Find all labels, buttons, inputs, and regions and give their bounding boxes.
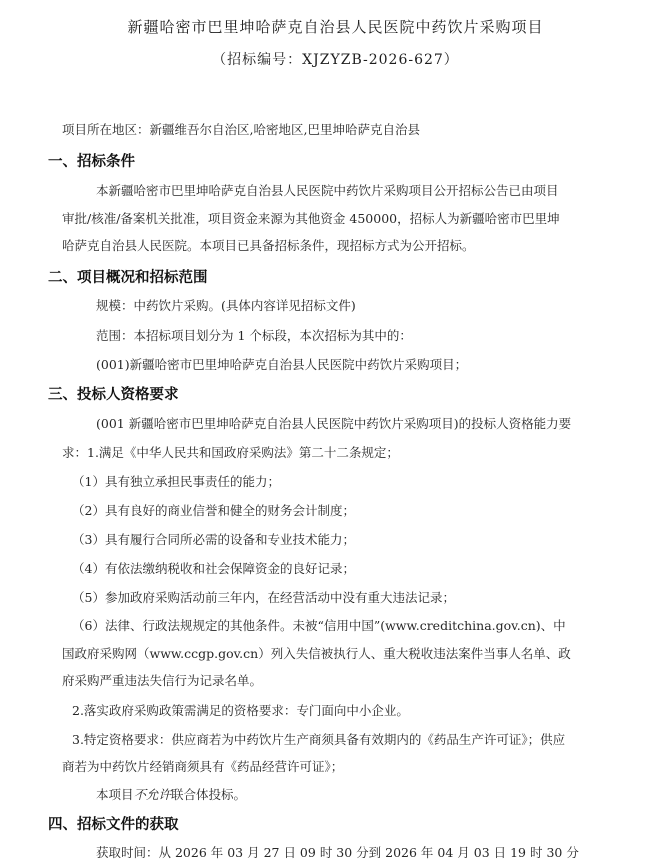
s3-item-6-line-3: 府采购严重违法失信行为记录名单。	[62, 673, 263, 688]
s2-scope: 范围：本招标项目划分为 1 个标段，本次招标为其中的：	[96, 328, 412, 343]
s2-lot: (001)新疆哈密市巴里坤哈萨克自治县人民医院中药饮片采购项目；	[96, 357, 468, 372]
s3-item-2: （2）具有良好的商业信誉和健全的财务会计制度；	[72, 503, 355, 518]
joint-prefix: 本项目	[96, 787, 134, 802]
project-region: 项目所在地区：新疆维吾尔自治区,哈密地区,巴里坤哈萨克自治县	[62, 122, 420, 137]
s3-policy-requirement: 2.落实政府采购政策需满足的资格要求：专门面向中小企业。	[72, 703, 409, 718]
doc-title: 新疆哈密市巴里坤哈萨克自治县人民医院中药饮片采购项目	[127, 18, 544, 36]
s2-scale: 规模：中药饮片采购。(具体内容详见招标文件)	[96, 298, 356, 313]
section-1-heading: 一、招标条件	[48, 154, 135, 170]
s1-paragraph-line-3: 哈萨克自治县人民医院。本项目已具备招标条件，现招标方式为公开招标。	[62, 238, 475, 253]
s3-joint-bid-note	[96, 785, 246, 803]
section-2-heading: 二、项目概况和招标范围	[48, 270, 208, 286]
s3-special-requirement-line-1: 3.特定资格要求：供应商若为中药饮片生产商须具备有效期内的《药品生产许可证》；供应	[72, 732, 566, 747]
s3-item-4: （4）有依法缴纳税收和社会保障资金的良好记录；	[72, 561, 355, 576]
s3-item-3: （3）具有履行合同所必需的设备和专业技术能力；	[72, 532, 355, 547]
s1-paragraph-line-2: 审批/核准/备案机关批准，项目资金来源为其他资金 450000，招标人为新疆哈密市巴里坤	[62, 211, 560, 226]
section-3-heading: 三、投标人资格要求	[48, 387, 179, 403]
joint-suffix: 联合体投标。	[171, 787, 247, 802]
s3-item-6-line-1: （6）法律、行政法规规定的其他条件。未被“信用中国”(www.creditchina.gov.cn)、中	[72, 618, 566, 633]
section-4-heading: 四、招标文件的获取	[48, 817, 179, 833]
s3-intro-line-2: 求：1.满足《中华人民共和国政府采购法》第二十二条规定；	[62, 445, 399, 460]
s1-paragraph-line-1: 本新疆哈密市巴里坤哈萨克自治县人民医院中药饮片采购项目公开招标公告已由项目	[96, 183, 559, 198]
s3-item-5: （5）参加政府采购活动前三年内，在经营活动中没有重大违法记录；	[72, 590, 455, 605]
s3-item-1: （1）具有独立承担民事责任的能力；	[72, 474, 280, 489]
s3-special-requirement-line-2: 商若为中药饮片经销商须具有《药品经营许可证》；	[62, 759, 344, 774]
joint-not-allowed: 不允许	[133, 787, 172, 802]
tender-number: （招标编号：XJZYZB-2026-627）	[212, 52, 459, 68]
s3-intro-line-1: (001 新疆哈密市巴里坤哈萨克自治县人民医院中药饮片采购项目)的投标人资格能力要	[96, 416, 572, 431]
s4-acquisition-time: 获取时间：从 2026 年 03 月 27 日 09 时 30 分到 2026 年 04 月 03 日 19 时 30 分	[96, 845, 579, 860]
s3-item-6-line-2: 国政府采购网（www.ccgp.gov.cn）列入失信被执行人、重大税收违法案件当事人名单、政	[62, 646, 571, 661]
